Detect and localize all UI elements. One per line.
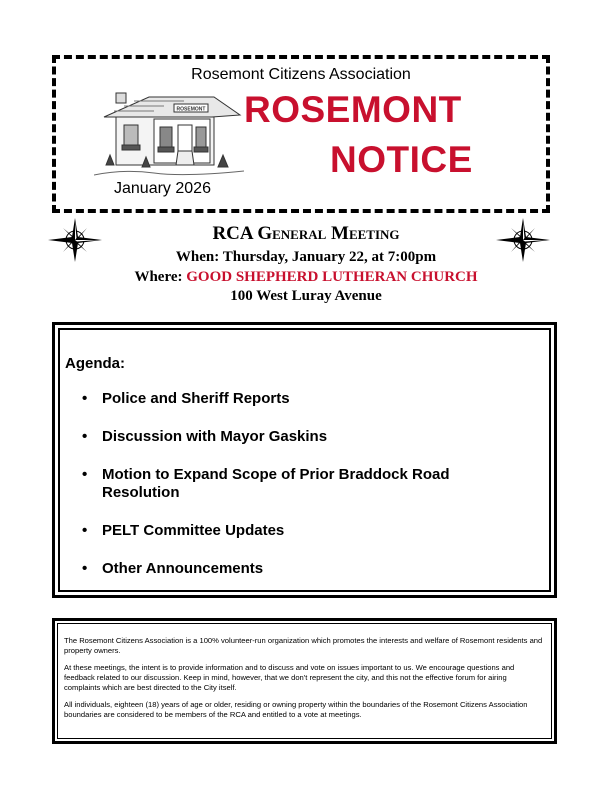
info-box	[52, 618, 557, 744]
house-sign-text: ROSEMONT	[176, 106, 206, 113]
meeting-when	[100, 249, 512, 266]
agenda-item	[82, 522, 522, 540]
header-box	[52, 55, 550, 213]
agenda-item	[82, 560, 522, 578]
info-paragraph: At these meetings, the intent is to provide information and to discuss and vote on issues important to us. We encourage questions and feedback related to our discussion. Keep in mind, however, that we don't represent the city, and this not the effective forum for airing complaints which are best directed to the City itself.	[64, 663, 515, 692]
bullet-icon: •	[82, 390, 88, 407]
info-inner	[57, 623, 552, 739]
info-paragraph: The Rosemont Citizens Association is a 100% volunteer-run organization which promotes the interests and welfare of Rosemont residents and property owners.	[64, 636, 543, 655]
house-illustration	[94, 89, 244, 189]
agenda-inner	[58, 328, 551, 592]
agenda-item	[82, 428, 522, 446]
meeting-title: RCA General Meeting	[212, 223, 400, 244]
agenda-item-text: Motion to Expand Scope of Prior Braddock Road Resolution	[102, 466, 450, 501]
agenda-item	[82, 466, 522, 502]
bullet-icon: •	[82, 466, 88, 483]
title-notice: NOTICE	[330, 139, 473, 180]
when-label: When:	[175, 249, 220, 265]
compass-star-icon	[48, 218, 102, 267]
meeting-where	[100, 269, 512, 286]
info-paragraph: All individuals, eighteen (18) years of age or older, residing or owning property within the boundaries of the Rosemont Citizens Association boundaries are considered to be members of the RCA and entitled to a vote at meetings.	[64, 700, 528, 719]
agenda-item	[82, 390, 522, 408]
where-value: GOOD SHEPHERD LUTHERAN CHURCH	[186, 269, 478, 285]
bullet-icon: •	[82, 560, 88, 577]
bullet-icon: •	[82, 522, 88, 539]
meeting-address: 100 West Luray Avenue	[230, 288, 382, 304]
agenda-box	[52, 322, 557, 598]
association-name: Rosemont Citizens Association	[191, 66, 411, 83]
when-value: Thursday, January 22, at 7:00pm	[222, 249, 437, 265]
agenda-item-text: Police and Sheriff Reports	[102, 390, 290, 407]
bullet-icon: •	[82, 428, 88, 445]
agenda-item-text: PELT Committee Updates	[102, 522, 285, 539]
issue-date: January 2026	[114, 180, 211, 197]
agenda-list	[82, 390, 522, 598]
where-label: Where:	[134, 269, 183, 285]
agenda-heading: Agenda:	[65, 355, 125, 372]
agenda-item-text: Other Announcements	[102, 560, 264, 577]
title-rosemont: ROSEMONT	[244, 89, 462, 130]
agenda-item-text: Discussion with Mayor Gaskins	[102, 428, 328, 445]
